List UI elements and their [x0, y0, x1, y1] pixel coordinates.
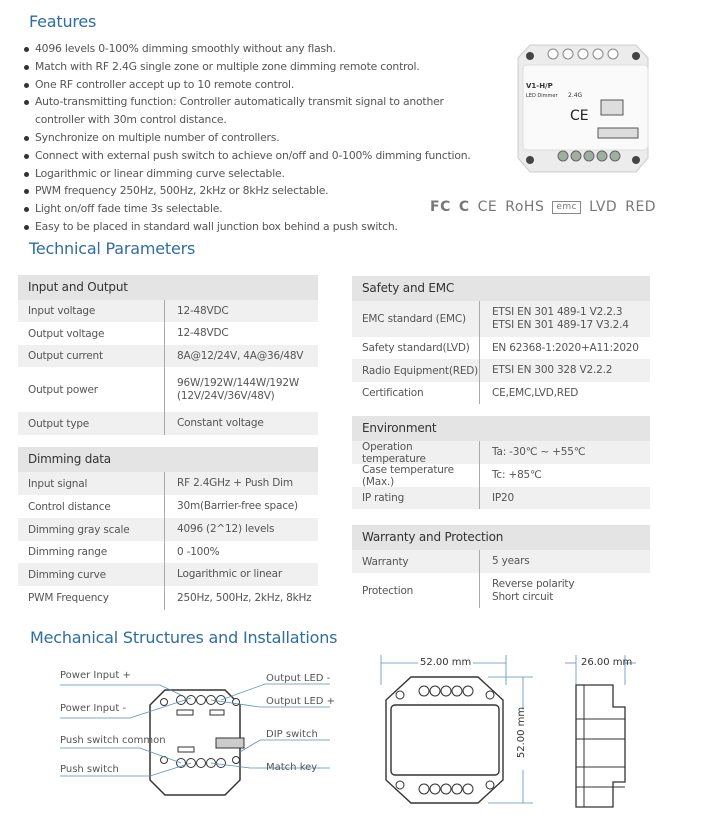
table-row [18, 412, 318, 435]
param-value: Reverse polarity Short circuit [492, 577, 575, 603]
table-row [352, 382, 650, 404]
param-value: 96W/192W/144W/192W (12V/24V/36V/48V) [177, 376, 300, 402]
cert-logo-rohs: RoHS [505, 199, 545, 215]
feature-item: Connect with external push switch to achieve on/off and 0-100% dimming function. [22, 147, 471, 165]
param-value: EN 62368-1:2020+A11:2020 [492, 341, 639, 354]
safety-emc-table [352, 276, 650, 404]
table-row [18, 345, 318, 367]
param-name: Dimming curve [18, 563, 165, 586]
table-row [18, 300, 318, 322]
param-value: Constant voltage [177, 417, 264, 429]
table-right [352, 276, 650, 608]
table-header: Dimming data [18, 447, 318, 472]
param-name: Output current [18, 345, 165, 367]
param-name: Case temperature (Max.) [352, 464, 480, 487]
feature-item: Logarithmic or linear dimming curve selectable. [22, 165, 471, 183]
param-value: 12-48VDC [177, 327, 229, 339]
label-power-input-plus: Power Input + [60, 670, 131, 681]
table-row [18, 322, 318, 345]
feature-item: Synchronize on multiple number of controllers. [22, 129, 471, 147]
param-name: Input signal [18, 472, 165, 495]
dimming-data-table [18, 447, 318, 610]
input-output-table [18, 275, 318, 435]
product-photo [508, 40, 658, 180]
label-push-switch: Push switch [60, 764, 119, 775]
table-row [18, 563, 318, 586]
svg-text:2.4G: 2.4G [568, 92, 583, 99]
table-header: Safety and EMC [352, 276, 650, 301]
param-value: ETSI EN 301 489-1 V2.2.3 ETSI EN 301 489-17 V3.2.4 [492, 306, 629, 331]
param-value: 8A@12/24V, 4A@36/48V [177, 349, 304, 362]
param-value: ETSI EN 300 328 V2.2.2 [492, 364, 613, 376]
features-list [22, 40, 471, 236]
param-value: 0 -100% [177, 545, 220, 558]
label-push-switch-common: Push switch common [60, 735, 166, 746]
param-value: CE,EMC,LVD,RED [492, 386, 579, 399]
table-row [18, 472, 318, 495]
cert-logo-red: RED [625, 199, 657, 215]
width-dimension: 52.00 mm [420, 657, 472, 668]
table-row [18, 586, 318, 610]
table-row [352, 441, 650, 464]
table-row [352, 550, 650, 573]
param-value: 250Hz, 500Hz, 2kHz, 8kHz [177, 591, 312, 604]
param-name: Output voltage [18, 322, 165, 345]
feature-item: PWM frequency 250Hz, 500Hz, 2kHz or 8kHz selectable. [22, 182, 471, 200]
param-value: Tc: +85℃ [492, 469, 542, 481]
param-name: Warranty [352, 550, 480, 573]
table-left [18, 275, 318, 610]
param-value: RF 2.4GHz + Push Dim [177, 477, 293, 489]
param-name: EMC standard (EMC) [352, 301, 480, 337]
param-name: IP rating [352, 487, 480, 509]
param-name: Control distance [18, 495, 165, 518]
tech-params-title: Technical Parameters [29, 239, 196, 258]
param-name: Certification [352, 382, 480, 404]
label-output-led-minus: Output LED - [266, 673, 331, 684]
param-name: Safety standard(LVD) [352, 337, 480, 359]
param-name: Output type [18, 412, 165, 435]
param-name: PWM Frequency [18, 586, 165, 610]
param-name: Operation temperature [352, 441, 480, 464]
param-value: IP20 [492, 491, 514, 504]
table-row [352, 573, 650, 608]
param-name: Output power [18, 367, 165, 412]
environment-table [352, 416, 650, 509]
table-header: Environment [352, 416, 650, 441]
param-name: Radio Equipment(RED) [352, 359, 480, 382]
feature-item: Easy to be placed in standard wall junction box behind a push switch. [22, 218, 471, 236]
mechanical-title: Mechanical Structures and Installations [30, 628, 338, 647]
feature-item: 4096 levels 0-100% dimming smoothly without any flash. [22, 40, 471, 58]
cert-logo-emc: emc [552, 201, 581, 214]
feature-item: Match with RF 2.4G single zone or multiple zone dimming remote control. [22, 58, 471, 76]
label-dip-switch: DIP switch [266, 729, 318, 740]
cert-logo-c: C [458, 199, 470, 215]
table-header: Input and Output [18, 275, 318, 300]
svg-text:CE: CE [570, 108, 589, 124]
table-row [352, 359, 650, 382]
feature-item: Light on/off fade time 3s selectable. [22, 200, 471, 218]
table-row [18, 495, 318, 518]
label-match-key: Match key [266, 762, 318, 773]
table-row [352, 464, 650, 487]
table-row [352, 337, 650, 359]
param-value: 4096 (2^12) levels [177, 523, 275, 535]
param-name: Protection [352, 573, 480, 608]
front-dimension-drawing [378, 655, 538, 815]
table-row [18, 518, 318, 541]
side-dimension-drawing [560, 655, 640, 815]
warranty-protection-table [352, 525, 650, 608]
table-row [352, 487, 650, 509]
param-value: Logarithmic or linear [177, 568, 283, 580]
param-name: Dimming gray scale [18, 518, 165, 541]
table-header: Warranty and Protection [352, 525, 650, 550]
param-value: 5 years [492, 555, 530, 567]
label-power-input-minus: Power Input - [60, 703, 127, 714]
label-output-led-plus: Output LED + [266, 696, 336, 707]
table-row [352, 301, 650, 337]
svg-text:V1-H/P: V1-H/P [526, 82, 553, 90]
cert-logo-ce: CE [477, 199, 498, 215]
features-title: Features [29, 12, 97, 31]
svg-text:LED Dimmer: LED Dimmer [526, 93, 558, 99]
param-value: 30m(Barrier-free space) [177, 500, 298, 512]
param-value: Ta: -30℃ ~ +55℃ [492, 446, 586, 458]
cert-logo-lvd: LVD [589, 199, 618, 215]
feature-item: Auto-transmitting function: Controller automatically transmit signal to another controller with 30m control distance. [22, 93, 462, 129]
param-name: Dimming range [18, 541, 165, 563]
table-row [18, 367, 318, 412]
height-dimension: 52.00 mm [516, 706, 528, 759]
param-value: 12-48VDC [177, 304, 229, 317]
cert-logo-fc: FC [430, 199, 451, 215]
feature-item: One RF controller accept up to 10 remote control. [22, 76, 471, 94]
depth-dimension: 26.00 mm [581, 657, 633, 668]
certification-logos [430, 199, 656, 215]
table-row [18, 541, 318, 563]
param-name: Input voltage [18, 300, 165, 322]
